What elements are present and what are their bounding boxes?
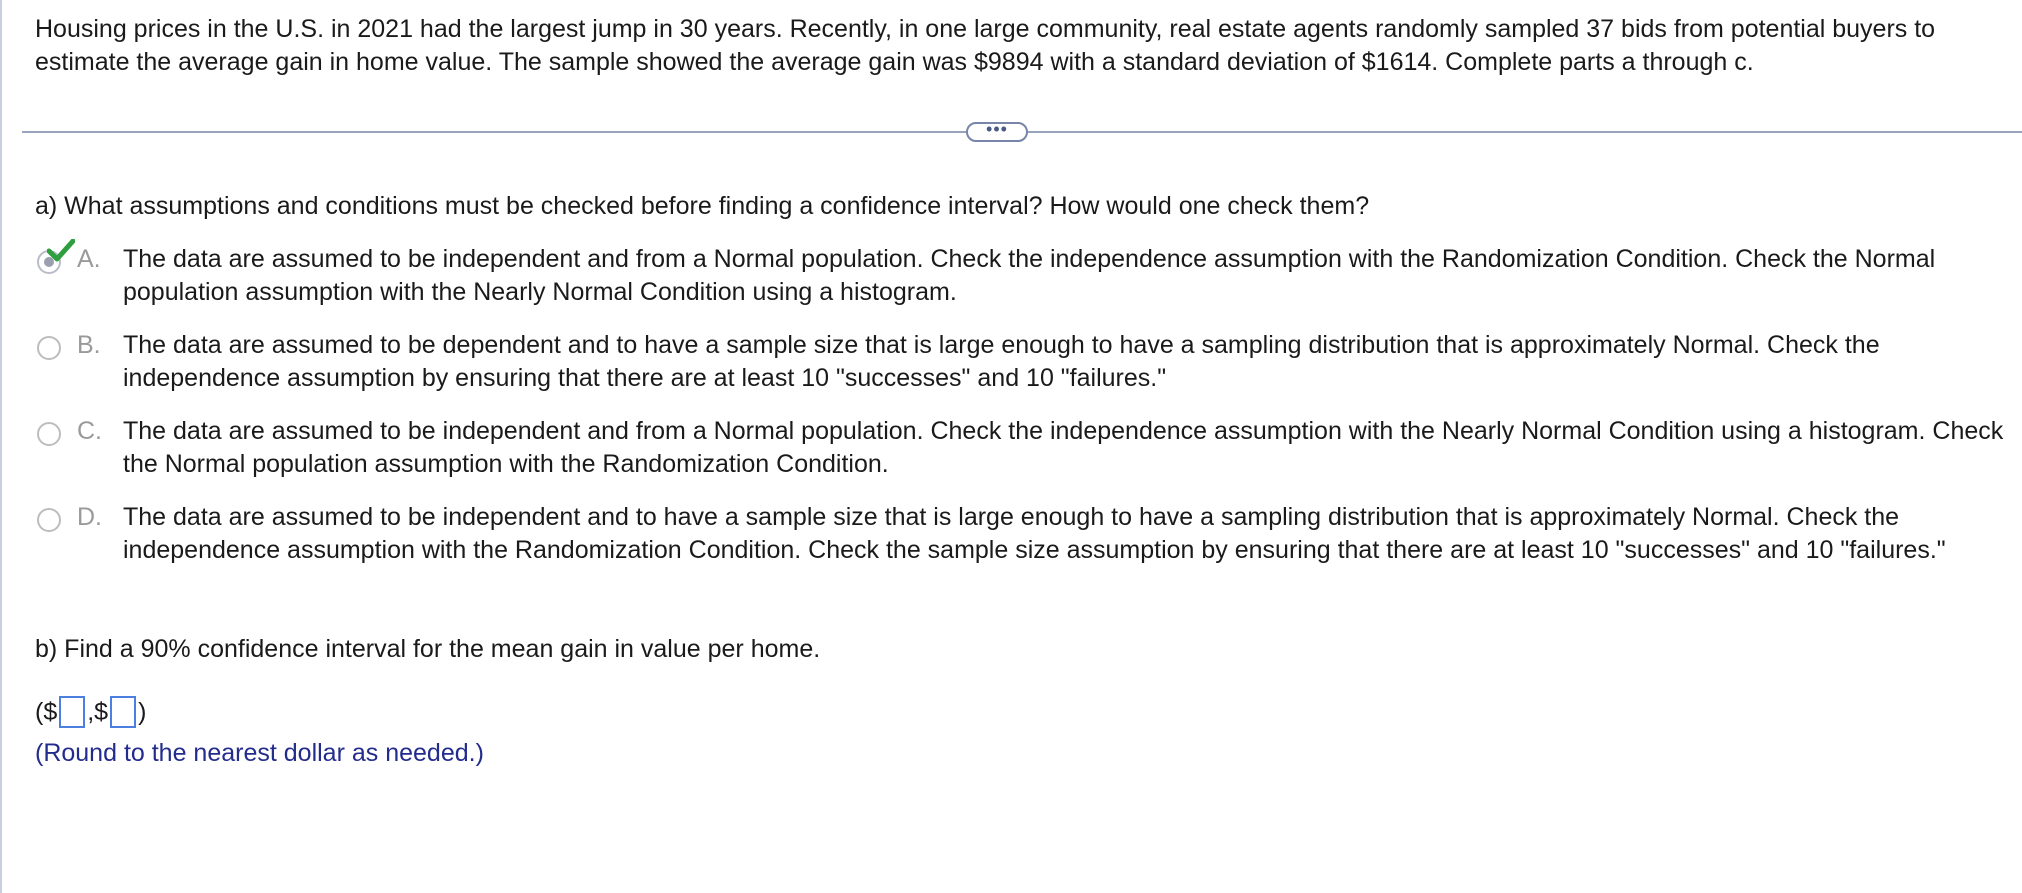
rounding-hint: (Round to the nearest dollar as needed.) [35, 739, 484, 767]
choice-c-text: The data are assumed to be independent and from a Normal population. Check the independence assumption with the Nearly Normal Condition using a histogram. Check the Normal population assumption with the Randomization Condition. [123, 417, 2004, 478]
part-b-question: b) Find a 90% confidence interval for the mean gain in value per home. [35, 635, 821, 663]
part-a-question: a) What assumptions and conditions must be checked before finding a confidence interval? How would one check them? [35, 192, 1370, 220]
choice-d-letter: D. [77, 503, 102, 531]
choice-a[interactable] [37, 243, 2012, 313]
choice-b-letter: B. [77, 331, 101, 359]
expand-button[interactable]: ••• [966, 122, 1028, 142]
left-border [0, 0, 2, 893]
confidence-interval-answer [35, 694, 146, 730]
choice-b[interactable] [37, 329, 2012, 399]
radio-b[interactable] [37, 336, 61, 360]
radio-c[interactable] [37, 422, 61, 446]
radio-d[interactable] [37, 508, 61, 532]
lower-bound-input[interactable] [59, 696, 85, 728]
open-paren: ($ [35, 697, 58, 726]
correct-check-icon [47, 239, 75, 263]
choice-d[interactable] [37, 501, 2012, 605]
choice-a-letter: A. [77, 245, 101, 273]
choice-a-text: The data are assumed to be independent and from a Normal population. Check the independence assumption with the Randomization Condition. Check the Normal population assumption with the Nearly Normal Condition using a histogram. [123, 245, 1936, 306]
upper-bound-input[interactable] [110, 696, 136, 728]
choice-d-text: The data are assumed to be independent and to have a sample size that is large enough to have a sampling distribution that is approximately Normal. Check the independence assumption with the Randomization Condition. Check the sample size assumption by ensuring that there are at least 10 "successes" and 10 "failures." [123, 503, 1946, 564]
choice-c[interactable] [37, 415, 2012, 485]
problem-stem: Housing prices in the U.S. in 2021 had the largest jump in 30 years. Recently, in one large community, real estate agents randomly sampled 37 bids from potential buyers to estimate the average gain in home value. The sample showed the average gain was $9894 with a standard deviation of $1614. Complete parts a through c. [35, 15, 1936, 76]
close-paren: ) [138, 697, 147, 726]
separator: ,$ [87, 697, 109, 726]
choice-c-letter: C. [77, 417, 102, 445]
choice-b-text: The data are assumed to be dependent and to have a sample size that is large enough to have a sampling distribution that is approximately Normal. Check the independence assumption by ensuring that there are at least 10 "successes" and 10 "failures." [123, 331, 1880, 392]
